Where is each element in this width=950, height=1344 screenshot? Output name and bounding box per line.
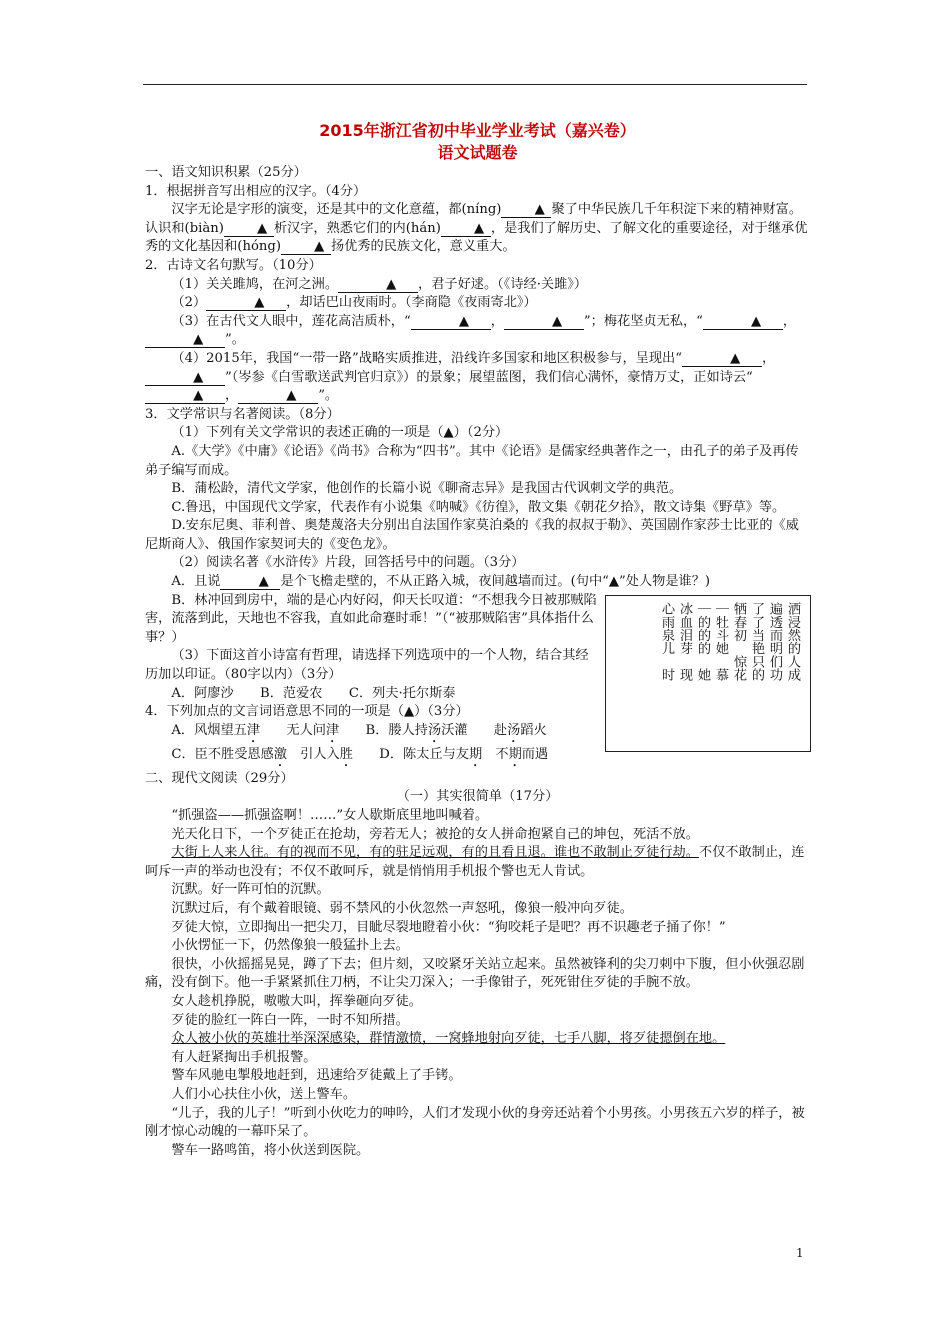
q3-option-d: D.安东尼奥、菲利普、奥楚蔑洛夫分别出自法国作家莫泊桑的《我的叔叔于勒》、英国剧作家莎士比亚的《威尼斯商人》、俄国作家契诃夫的《变色龙》。	[145, 518, 799, 552]
answer-blank[interactable]: ▲	[145, 370, 225, 386]
answer-blank[interactable]: ▲	[220, 574, 280, 590]
poem-column: 心雨泉儿 时	[659, 602, 674, 682]
poem-column: 洒浸然的人成	[785, 602, 800, 682]
paragraph: 沉默过后，有个戴着眼镜、弱不禁风的小伙忽然一声怒吼，像狼一般冲向歹徒。	[171, 900, 633, 916]
answer-blank[interactable]: ▲	[504, 314, 584, 330]
answer-blank[interactable]: ▲	[501, 202, 551, 218]
page-number: 1	[796, 1246, 804, 1260]
q2-item-1: （1）关关雎鸠，在河之洲。 ▲ ，君子好逑。（《诗经·关雎》）	[171, 276, 588, 292]
answer-blank[interactable]: ▲	[224, 221, 274, 237]
answer-blank[interactable]: ▲	[238, 388, 318, 404]
paragraph: 沉默。好一阵可怕的沉默。	[171, 882, 330, 898]
paragraph: 大街上人来人往。有的视而不见，有的驻足远观，有的且看且退。谁也不敢制止歹徒行劫。不仅不敢制止，连呵斥一声的举动也没有；不仅不敢呵斥，就是悄悄用手机报个警也无人肯试。	[145, 845, 805, 879]
paragraph: “儿子，我的儿子！”听到小伙吃力的呻吟，人们才发现小伙的身旁还站着个小男孩。小男孩五六岁的样子，被刚才惊心动魄的一幕吓呆了。	[145, 1105, 805, 1140]
paragraph: 女人趁机挣脱，嗷嗷大叫，挥拳砸向歹徒。	[171, 993, 422, 1009]
q3-sub3: （3）下面这首小诗富有哲理，请选择下列选项中的一个人物，结合其经历加以印证。（80字以内）（3分）	[145, 648, 589, 683]
paragraph: 人们小心扶住小伙，送上警车。	[171, 1086, 357, 1102]
poem-box	[605, 595, 811, 752]
paragraph: 小伙愣怔一下，仍然像狼一般猛扑上去。	[171, 938, 409, 954]
q4-options-cd: C．臣不胜受恩感激 引人入胜 D．陈太丘与友期 不期而遇	[171, 746, 549, 762]
q3-option-b: B．蒲松龄，清代文学家，他创作的长篇小说《聊斋志异》是我国古代讽刺文学的典范。	[171, 481, 683, 497]
section1-heading: 一、语文知识积累（25分）	[145, 165, 307, 180]
header-rule	[143, 84, 807, 85]
paragraph: 警车一路鸣笛，将小伙送到医院。	[171, 1142, 370, 1158]
q3-sub1: （1）下列有关文学常识的表述正确的一项是（▲）（2分）	[171, 425, 509, 441]
q3-sub2: （2）阅读名著《水浒传》片段，回答括号中的问题。（3分）	[171, 555, 525, 571]
answer-blank[interactable]: ▲	[145, 388, 225, 404]
answer-blank[interactable]: ▲	[338, 277, 418, 293]
section2-heading: 二、现代文阅读（29分）	[145, 770, 294, 786]
q3-sub3-options: A．阿廖沙 B．范爱农 C．列夫·托尔斯泰	[171, 685, 456, 701]
exam-title: 2015年浙江省初中毕业学业考试（嘉兴卷）	[319, 121, 636, 140]
exam-subtitle: 语文试题卷	[437, 143, 518, 162]
answer-blank[interactable]: ▲	[281, 239, 331, 255]
q2-item-4: （4）2015年，我国“一带一路”战略实质推进，沿线许多国家和地区积极参与，呈现出“ ▲ ，▲ ”（岑参《白雪歌送武判官归京》）的景象；展望蓝图，我们信心满怀，豪情万丈，正如诗云“▲ ， ▲ ”。	[145, 350, 810, 406]
paragraph: 光天化日下，一个歹徒正在抢劫，旁若无人；被抢的女人拼命抱紧自己的坤包，死活不放。	[171, 826, 699, 842]
poem-column: 冰血泪芽 现	[677, 602, 692, 682]
paragraph: “抓强盗——抓强盗啊！……”女人歇斯底里地叫喊着。	[171, 808, 489, 823]
answer-blank[interactable]: ▲	[206, 295, 286, 311]
q3-option-a: A.《大学》《中庸》《论语》《尚书》合称为“四书”。其中《论语》是儒家经典著作之一，由孔子的弟子及再传弟子编写而成。	[145, 443, 799, 478]
answer-blank[interactable]: ▲	[441, 221, 491, 237]
poem-column: ｜的的的 她	[695, 602, 710, 682]
q3-option-c: C.鲁迅，中国现代文学家，代表作有小说集《呐喊》《彷徨》，散文集《朝花夕拾》，散文诗集《野草》等。	[171, 499, 786, 515]
q4-title: 4．下列加点的文言词语意思不同的一项是（▲）（3分）	[145, 704, 469, 720]
paragraph: 很快，小伙摇摇晃晃，蹲了下去；但片刻，又咬紧牙关站立起来。虽然被锋利的尖刀刺中下腹，但小伙强忍剧痛，没有倒下。他一手紧紧抓住刀柄，不让尖刀深入；一手像钳子，死死钳住歹徒的手腕不放。	[145, 956, 805, 991]
poem-column: ｜牡斗她 慕	[713, 602, 728, 682]
answer-blank[interactable]: ▲	[703, 314, 783, 330]
paragraph: 警车风驰电掣般地赶到，迅速给歹徒戴上了手铐。	[171, 1068, 462, 1084]
q3-sub2-b: B．林冲回到房中，端的是心内好闷，仰天长叹道：“不想我今日被那贼陷害，流落到此，天地也不容我，直如此命蹇时乖！”（“被那贼陷害”具体指什么事？）	[145, 592, 597, 645]
q4-options-ab: A．风烟望五津 无人问津 B．媵人持汤沃灌 赴汤蹈火	[171, 722, 547, 738]
paragraph: 歹徒的脸红一阵白一阵，一时不知所措。	[171, 1012, 409, 1028]
q2-item-2: （2） ▲ ，却话巴山夜雨时。（李商隐《夜雨寄北》）	[171, 295, 537, 311]
poem-column: 了了当艳只的	[749, 602, 764, 682]
q1-text: 汉字无论是字形的演变，还是其中的文化意蕴，都(níng) ▲ 聚了中华民族几千年积淀下来的精神财富。认识和(biàn) ▲ 析汉字，熟悉它们的内(hán) ▲ ，是我们了解历史、了解文化的重要途径，对于继承优秀的文化基因和(hóng) ▲ 扬优秀的民族文化，意义重大。	[145, 202, 808, 255]
answer-blank[interactable]: ▲	[411, 314, 491, 330]
poem-columns	[658, 602, 800, 681]
answer-blank[interactable]: ▲	[682, 351, 762, 367]
underlined-sentence: 众人被小伙的英雄壮举深深感染，群情激愤，一窝蜂地射向歹徒，七手八脚，将歹徒摁倒在地。	[171, 1031, 726, 1047]
poem-column: 牺春初 惊花	[731, 602, 746, 682]
q2-title: 2．古诗文名句默写。（10分）	[145, 257, 322, 273]
poem-column: 遍透而明们功	[767, 602, 782, 682]
q1-title: 1．根据拼音写出相应的汉字。（4分）	[145, 183, 367, 199]
q3-sub2-a: A．且说 ▲ 是个飞檐走壁的，不从正路入城，夜间越墙而过。(句中“▲”处人物是谁？)	[171, 574, 711, 590]
q3-title: 3．文学常识与名著阅读。（8分）	[145, 406, 340, 422]
answer-blank[interactable]: ▲	[145, 332, 225, 348]
q2-item-3: （3）在古代文人眼中，莲花高洁质朴，“ ▲ ， ▲ ”；梅花坚贞无私，“ ▲ ，▲ ”。	[145, 313, 810, 350]
paragraph: 歹徒大惊，立即掏出一把尖刀，目眦尽裂地瞪着小伙：“狗咬耗子是吧？再不识趣老子捅了你！”	[171, 919, 726, 935]
reading-title: （一）其实很简单（17分）	[396, 789, 559, 805]
paragraph	[145, 1030, 810, 1049]
underlined-sentence: 大街上人来人往。有的视而不见，有的驻足远观，有的且看且退。谁也不敢制止歹徒行劫。	[171, 845, 699, 861]
paragraph: 有人赶紧掏出手机报警。	[171, 1049, 317, 1065]
